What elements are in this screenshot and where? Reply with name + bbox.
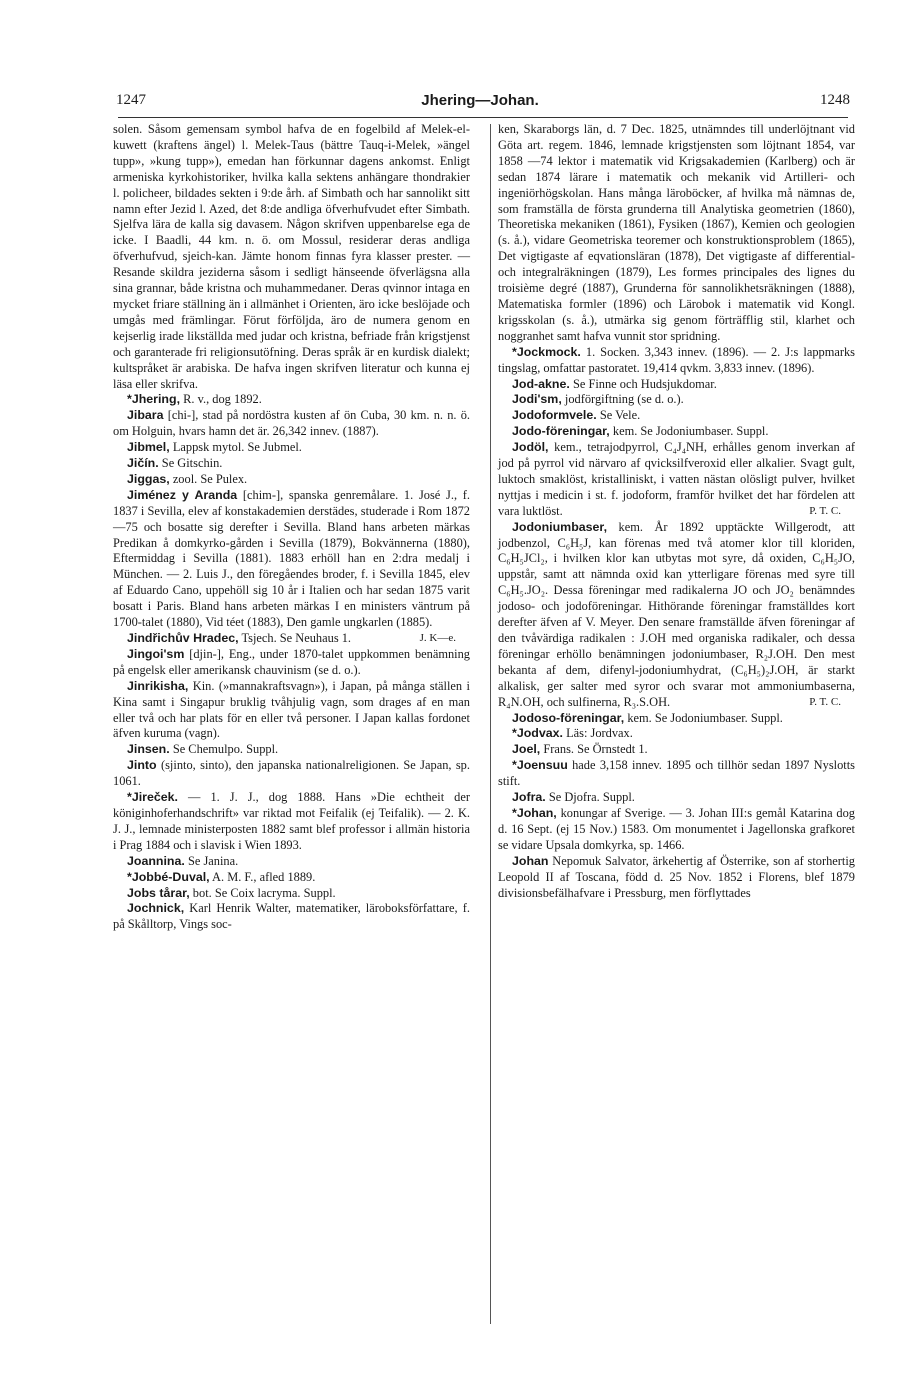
entry-text: Se Gitschin. [161, 456, 223, 471]
dictionary-entry [498, 711, 855, 727]
entry-text: kem. Se Jodoniumbaser. Suppl. [612, 424, 769, 439]
entry-headword: Jod-akne. [512, 376, 570, 391]
entry-headword: Jodöl, [512, 440, 549, 455]
entry-text: [chi-], stad på nordöstra kusten af ön Cuba, 30 km. n. n. ö. om Holguin, hvars hamn det är. 26,342 innev. (1887). [113, 408, 470, 439]
entry-text: Lappsk mytol. Se Jubmel. [172, 440, 302, 455]
entry-headword: Jingoi'sm [127, 646, 185, 661]
entry-headword: *Jodvax. [512, 726, 563, 741]
dictionary-entry [113, 758, 470, 790]
entry-text: [djin-], Eng., under 1870-talet uppkommen benämning på engelsk eller amerikansk chauvinism (se d. o.). [113, 646, 470, 677]
page-header [110, 90, 850, 116]
entry-text: 1. Socken. 3,343 innev. (1896). — 2. J:s lappmarks tingslag, omfattar pastoratet. 19,414 qvkm. 3,833 innev. (1896). [498, 344, 855, 375]
dictionary-entry [498, 726, 855, 742]
dictionary-entry [113, 870, 470, 886]
entry-text: (sjinto, sinto), den japanska nationalreligionen. Se Japan, sp. 1061. [113, 758, 470, 789]
entry-continuation [498, 122, 855, 345]
entry-text: ken, Skaraborgs län, d. 7 Dec. 1825, utnämndes till underlöjtnant vid Göta art. regem. 1846, lemnade krigstjensten som löjtnant 1854, var 1858 —74 lektor i matematik vid Krigsakademien (Karlberg) och är sedan 1874 lärare i matematik och mekanik vid Artilleri- och ingeniörhögskolan. Hans många läroböcker, af hvilka må nämnas de, som framställa de första grunderna till Analytiska geometrien (1860), Theoretiska mekaniken (1861), Fysiken (1867), Kemien och geologien (s. å.), vidare Geometriska teoremer och konstruktionsproblem (1865), Det vigtigaste af eqvationsläran (1878), Det vigtigaste af differential- och integralräkningen (1879), Les formes principales des lignes du troisième degré (1887), Grunderna för sannolikhetsräkningen (1888), Matematiska formler (1896) och Lärobok i matematik vid Kongl. krigsskolan (s. å.), utmärka sig genom förträfflig stil, klarhet och noggranhet samt hafva vunnit stor spridning. [498, 122, 855, 343]
entry-text: Läs: Jordvax. [566, 726, 633, 741]
entry-headword: Joel, [512, 742, 541, 757]
entry-headword: *Jobbé-Duval, [127, 869, 210, 884]
entry-headword: *Johan, [512, 805, 557, 820]
dictionary-entry [498, 758, 855, 790]
author-signature: P. T. C. [809, 695, 841, 708]
dictionary-entry [113, 392, 470, 408]
right-column [498, 122, 855, 901]
dictionary-entry [498, 377, 855, 393]
dictionary-entry [498, 790, 855, 806]
header-rule [118, 117, 848, 118]
entry-headword: Jodo-föreningar, [512, 424, 610, 439]
dictionary-entry [498, 806, 855, 854]
entry-text: jodförgiftning (se d. o.). [564, 392, 684, 407]
dictionary-entry [113, 647, 470, 679]
entry-headword: Jodi'sm, [512, 392, 562, 407]
entry-headword: Jobs tårar, [127, 885, 190, 900]
page-number-left: 1247 [116, 92, 146, 108]
entry-text: kem. Se Jodoniumbaser. Suppl. [627, 710, 783, 725]
dictionary-entry [498, 345, 855, 377]
author-signature: P. T. C. [809, 504, 841, 517]
dictionary-entry [113, 440, 470, 456]
entry-headword: Jofra. [512, 790, 546, 805]
entry-text: konungar af Sverige. — 3. Johan III:s gemål Katarina dog d. 16 Sept. (ej 15 Nov.) 1583. Om monumentet i Jagellonska grafkoret se vidare Upsala domkyrka, sp. 1466. [498, 805, 855, 852]
dictionary-entry [113, 790, 470, 854]
running-title: Jhering—Johan. [421, 92, 539, 109]
entry-text: solen. Såsom gemensam symbol hafva de en fogelbild af Melek-el-kuwett (kraftens ängel) l. Melek-Taus (bättre Tauq-i-Melek, »ängel tupp», »kung tupp»), emedan han förkunnar dagens ankomst. Enligt armeniska kyrkohistoriker, hvilka kalla sektens anhängare thondrakier l. policheer, bildades sekten i 9:de årh. af Simbath och har sannolikt sitt namn efter Jezid l. Azed, det 8:de andliga öfverhufvudet efter Simbath. Sjelfva lära de kalla sig davasem. Någon skrifven uppenbarelse ega de icke. I Baadli, 44 km. n. ö. om Mossul, residerar deras andliga öfverhufvud, sjeich-kan. Jämte honom finnas fyra klasser prester. — Resande skildra jeziderna såsom i sedligt hänseende öfverlägsna alla sina grannar, både kristna och muhammedaner. Deras qvinnor intaga en mycket friare ställning än i allmänhet i Orienten, äro icke beslöjade och umgås med främlingar. Förut förföljda, äro de numera genom en kejserlig irade likställda med judar och kristna, befriade från krigstjenst och garanterade fri religionsutöfning. Deras språk är en kurdisk dialekt; kultspråket är arabiska. De hafva ingen skrifven literatur och kunna ej läsa eller skrifva. [113, 122, 470, 391]
entry-headword: *Jireček. [127, 790, 178, 805]
dictionary-entry [498, 854, 855, 902]
entry-text: kem., tetrajodpyrrol, C₄J₄NH, erhålles genom inverkan af jod på pyrrol vid närvaro af qvicksilfveroxid eller alkalier. Svagt gult, luktoch smaklöst, kristalliniskt, i vatten nästan olösligt pulver, hvilket nyttjas i medicin i st. f. jodoform, framför hvilket det har fördelen att vara luktlöst. [498, 440, 855, 518]
entry-headword: Johan [512, 853, 549, 868]
entry-headword: Jinrikisha, [127, 678, 189, 693]
entry-headword: *Joensuu [512, 758, 568, 773]
entry-headword: Jiménez y Aranda [127, 487, 238, 502]
entry-text: Tsjech. Se Neuhaus 1. [241, 631, 352, 645]
dictionary-entry [498, 440, 855, 520]
entry-text: Kin. (»mannakraftsvagn»), i Japan, på många ställen i Kina samt i Singapur bruklig tvåhjulig vagn, som drages af en man eller två och har plats för en eller två personer. I Japan kallas fordonet äfven kuruma (vagn). [113, 678, 470, 741]
entry-headword: Jiggas, [127, 471, 170, 486]
entry-text: zool. Se Pulex. [172, 471, 248, 486]
entry-text: Frans. Se Örnstedt 1. [543, 742, 648, 757]
dictionary-entry [498, 408, 855, 424]
dictionary-entry [113, 742, 470, 758]
entry-text: [chim-], spanska genremålare. 1. José J., f. 1837 i Sevilla, elev af konstakademien derstädes, studerade i Rom 1872—75 och bosatte sig derefter i Sevilla. Bland hans arbeten märkas Predikan å domkyrko-gården i Sevilla (1879), Bokvännerna (1880), Eftermiddag i Sevilla (1881). 1883 erhöll han en 2:dra medalj i München. — 2. Luis J., den föregåendes broder, f. i Sevilla 1845, elev af Eduardo Cano, uppehöll sig 10 år i Italien och har sedan 1875 varit bosatt i Paris. Bland hans arbeten märkas I en ministers väntrum på 1700-talet (1880), Vid téet (1883), Den gamle ungkarlen (1885). [113, 487, 470, 630]
entry-text: Nepomuk Salvator, ärkehertig af Österrike, son af storhertig Leopold II af Toscana, född d. 25 Nov. 1852 i Florens, blef 1879 divisionsbefälhafvare i Pressburg, men förflyttades [498, 853, 855, 900]
entry-text: Se Chemulpo. Suppl. [172, 742, 279, 757]
entry-headword: Jibmel, [127, 440, 170, 455]
dictionary-entry [113, 679, 470, 743]
left-column [113, 122, 470, 933]
entry-headword: *Jockmock. [512, 344, 581, 359]
entry-text: — 1. J. J., dog 1888. Hans »Die echtheit der königinhoferhandschrift» var riktad mot Feifalik (ej Teifalik). — 2. K. J. J., lemnade ministerposten 1882 samt blef professor i allmän historia i Prag 1884 och i slavisk i Wien 1893. [113, 790, 470, 852]
entry-text: kem. År 1892 upptäckte Willgerodt, att jodbenzol, C₆H₅J, kan förenas med två atomer klor till kloriden, C₆H₅JCl₂, i hvilken klor kan utbytas mot syre, då oxiden, C₆H₅JO, uppstår, samt att nämnda oxid kan ytterligare förenas med syre till C₆H₅.JO₂. Dessa föreningar med radikalerna JO och JO₂ benämndes jodoso- och jodoföreningar. Hithörande föreningar framställdes kort derefter äfven af V. Meyer. Den senare framställde äfven föreningar af den tvåvärdiga radikalen : J.OH med organiska radikaler, och dessa föreningar erhöllo benämningen jodoniumbaser, R₂J.OH. Den mest bekanta af dem, difenyl-jodoniumhydrat, (C₆H₅)₂J.OH, är starkt alkalisk, ger salter med syror och svarar mot ammoniumbaserna, R₄N.OH, och sulfinerna, R₃.S.OH. [498, 519, 855, 709]
entry-text: Se Djofra. Suppl. [548, 790, 635, 805]
entry-headword: Jinsen. [127, 742, 170, 757]
entry-headword: *Jhering, [127, 392, 181, 407]
dictionary-entry [113, 886, 470, 902]
entry-text: Se Janina. [187, 853, 239, 868]
entry-headword: Jochnick, [127, 901, 185, 916]
dictionary-entry [498, 424, 855, 440]
entry-text: Karl Henrik Walter, matematiker, läroboksförfattare, f. på Skålltorp, Vings soc- [113, 901, 470, 932]
entry-headword: Jičín. [127, 456, 159, 471]
dictionary-entry [113, 472, 470, 488]
entry-text: A. M. F., afled 1889. [212, 869, 316, 884]
page-number-right: 1248 [820, 92, 850, 108]
entry-text: hade 3,158 innev. 1895 och tillhör sedan 1897 Nyslotts stift. [498, 758, 855, 789]
entry-headword: Jodoformvele. [512, 408, 597, 423]
dictionary-entry [113, 456, 470, 472]
dictionary-entry [498, 392, 855, 408]
dictionary-entry [113, 408, 470, 440]
entry-headword: Jindřichův Hradec, [127, 631, 239, 645]
entry-continuation [113, 122, 470, 392]
entry-headword: Jinto [127, 758, 157, 773]
entry-text: Se Vele. [599, 408, 641, 423]
dictionary-entry [498, 742, 855, 758]
entry-headword: Jodoso-föreningar, [512, 710, 625, 725]
entry-text: R. v., dog 1892. [183, 392, 262, 407]
column-divider [490, 124, 491, 1324]
entry-headword: Joannina. [127, 853, 185, 868]
dictionary-entry [113, 901, 470, 933]
entry-headword: Jibara [127, 408, 164, 423]
author-signature: J. K—e. [419, 632, 456, 644]
entry-headword: Jodoniumbaser, [512, 519, 608, 534]
dictionary-entry [113, 854, 470, 870]
entry-text: bot. Se Coix lacryma. Suppl. [192, 885, 336, 900]
dictionary-entry [498, 520, 855, 711]
entry-text: Se Finne och Hudsjukdomar. [572, 376, 717, 391]
